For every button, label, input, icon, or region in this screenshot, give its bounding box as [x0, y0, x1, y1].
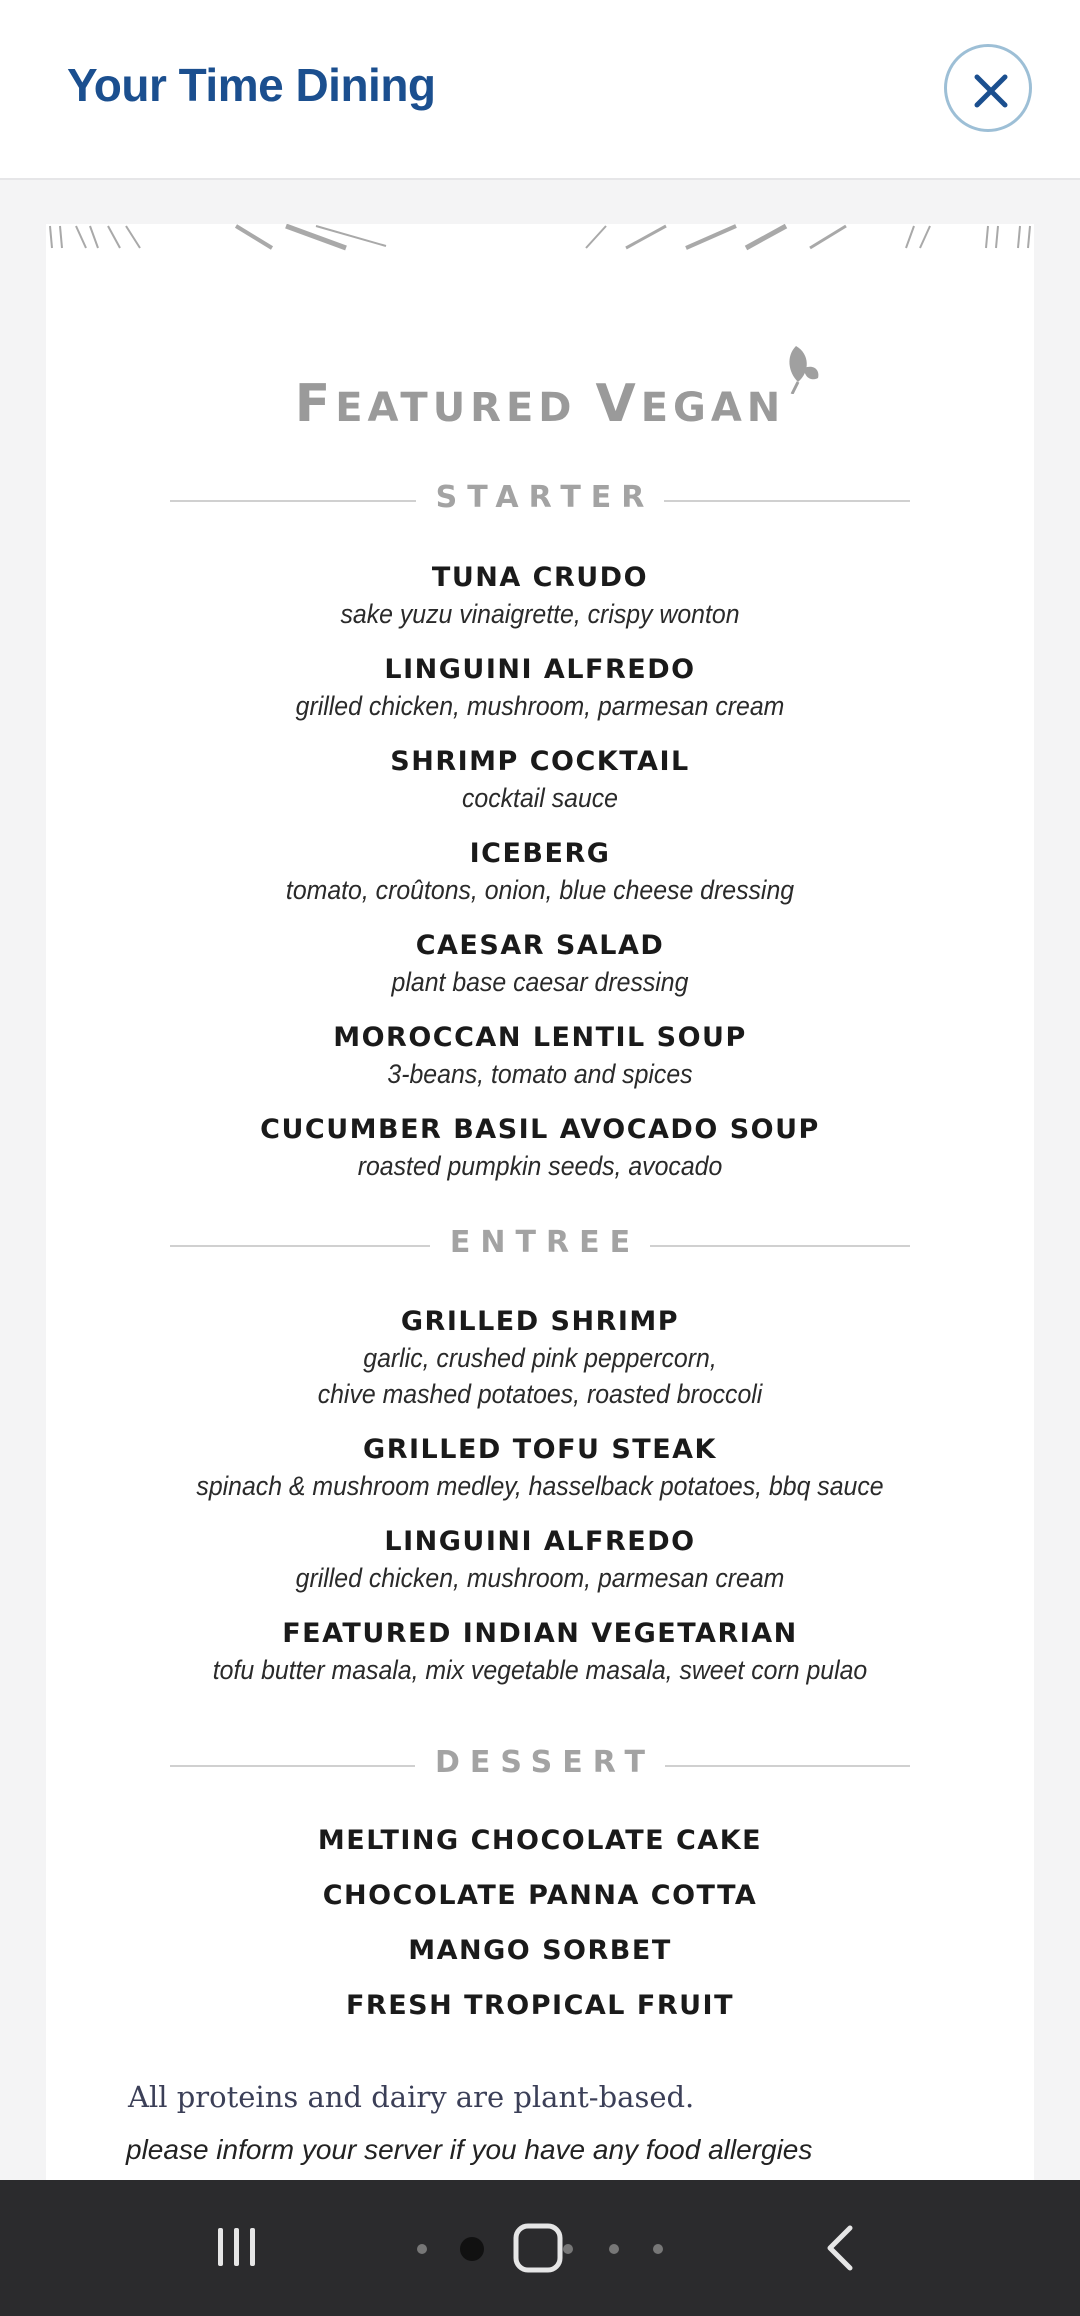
menu-item: LINGUINI ALFREDO grilled chicken, mushroom, parmesan cream	[295, 1526, 785, 1593]
plant-based-note: All proteins and dairy are plant-based.	[128, 2080, 695, 2114]
menu-card	[46, 224, 1034, 2180]
menu-item: SHRIMP COCKTAIL cocktail sauce	[390, 746, 690, 813]
menu-title: FEATURED VEGAN	[294, 374, 786, 434]
back-icon[interactable]	[822, 2224, 856, 2272]
menu-item: MOROCCAN LENTIL SOUP 3-beans, tomato and spices	[333, 1022, 747, 1089]
page-title: Your Time Dining	[67, 59, 436, 111]
menu-item: FEATURED INDIAN VEGETARIAN tofu butter masala, mix vegetable masala, sweet corn pulao	[212, 1618, 868, 1685]
menu-item: LINGUINI ALFREDO grilled chicken, mushroom, parmesan cream	[295, 654, 785, 721]
leaf-icon	[782, 342, 822, 394]
menu-item: FRESH TROPICAL FRUIT	[345, 1990, 735, 2021]
top-app-bar	[0, 0, 1080, 180]
menu-item: CHOCOLATE PANNA COTTA	[322, 1880, 758, 1911]
close-button[interactable]	[944, 44, 1032, 132]
section-entree-heading: ENTREE	[170, 1225, 910, 1265]
menu-item: ICEBERG tomato, croûtons, onion, blue cheese dressing	[285, 838, 795, 905]
menu-item: TUNA CRUDO sake yuzu vinaigrette, crispy wonton	[340, 562, 740, 629]
menu-item: MELTING CHOCOLATE CAKE	[317, 1825, 763, 1856]
menu-item: CAESAR SALAD plant base caesar dressing	[391, 930, 689, 997]
section-dessert-heading: DESSERT	[170, 1745, 910, 1785]
menu-item: GRILLED TOFU STEAK spinach & mushroom medley, hasselback potatoes, bbq sauce	[196, 1434, 884, 1501]
allergy-note: please inform your server if you have any food allergies	[126, 2134, 813, 2165]
system-navigation-bar	[0, 2180, 1080, 2316]
recent-apps-icon[interactable]	[214, 2224, 260, 2270]
close-icon	[973, 73, 1009, 109]
menu-item: MANGO SORBET	[408, 1935, 672, 1966]
home-icon[interactable]	[512, 2222, 564, 2274]
section-starter-heading: STARTER	[170, 480, 910, 520]
menu-item: CUCUMBER BASIL AVOCADO SOUP roasted pumpkin seeds, avocado	[260, 1114, 820, 1181]
menu-item: GRILLED SHRIMP garlic, crushed pink peppercorn, chive mashed potatoes, roasted broccoli	[317, 1306, 763, 1409]
decorative-border	[46, 224, 1034, 254]
